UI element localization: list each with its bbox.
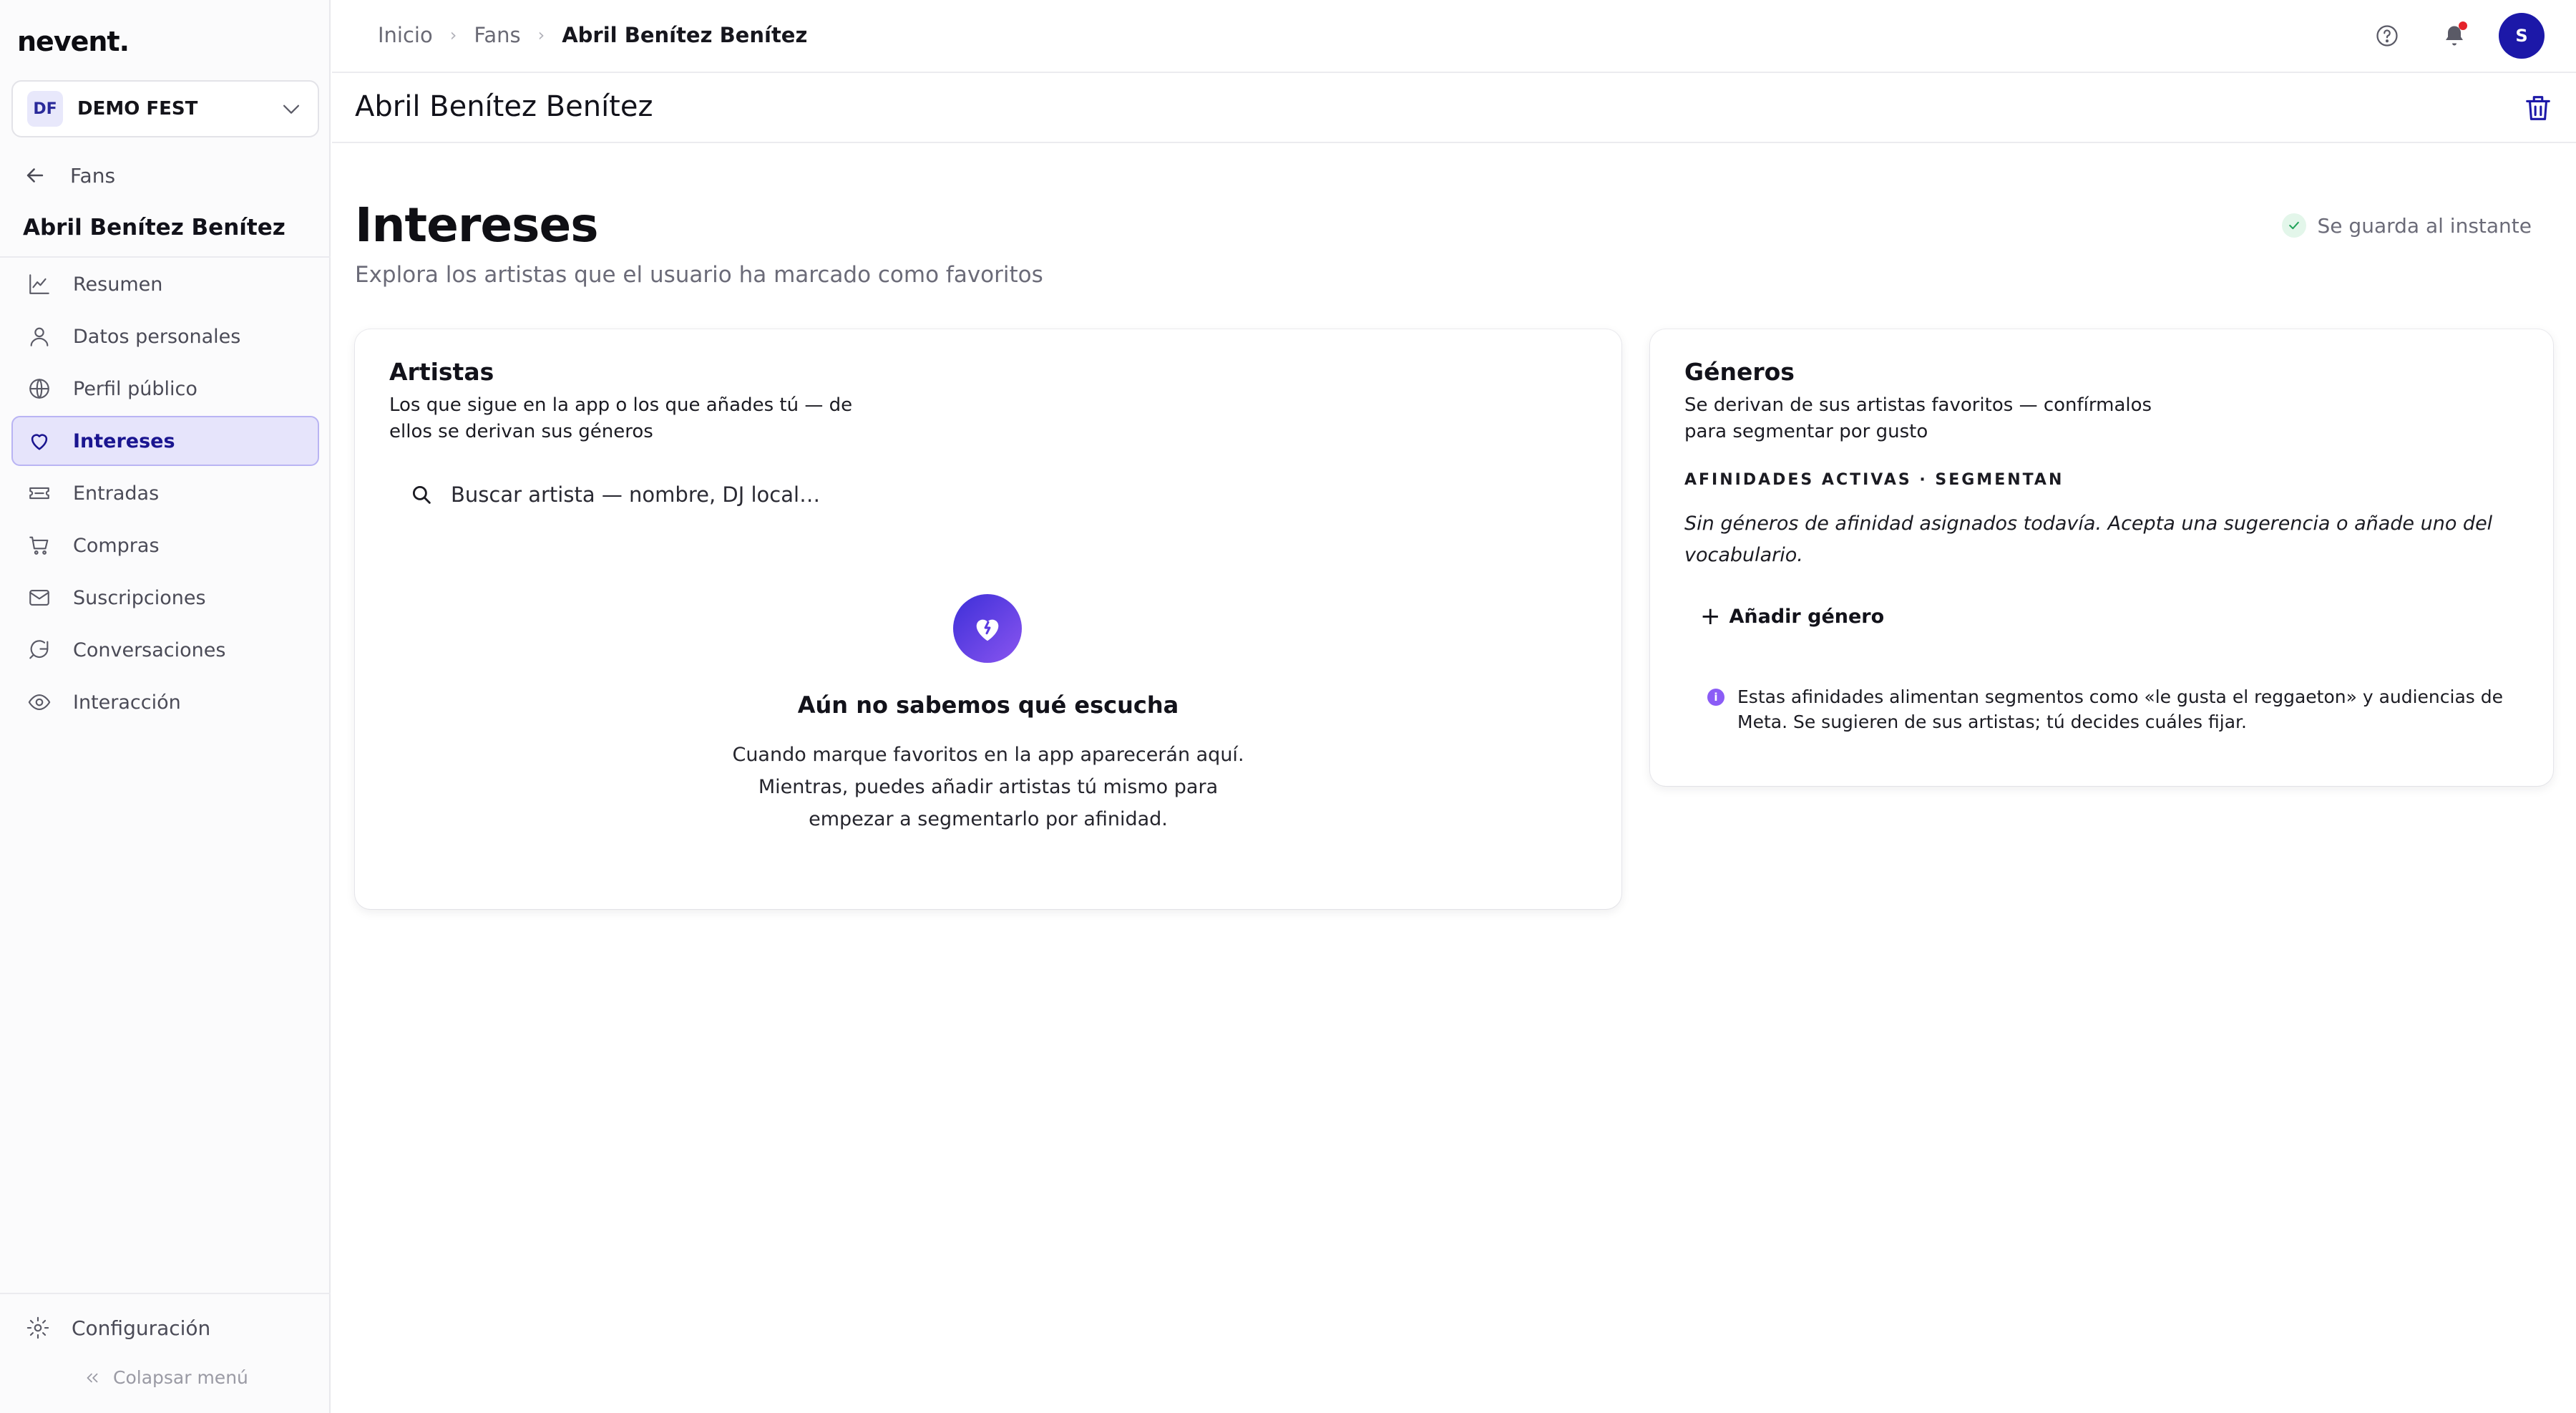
add-genre-button[interactable] [1700, 602, 1885, 631]
app-logo[interactable]: nevent. [17, 26, 130, 57]
sidebar-item-label: Resumen [73, 273, 163, 296]
org-name: DEMO FEST [77, 98, 198, 120]
breadcrumb-current: Abril Benítez Benítez [562, 23, 808, 47]
eye-icon [27, 690, 52, 714]
breadcrumb-home[interactable]: Inicio [378, 23, 433, 47]
page-title: Abril Benítez Benítez [355, 90, 653, 123]
heart-icon [27, 429, 52, 453]
sidebar-item-compras[interactable] [11, 520, 319, 570]
artists-card-description [389, 392, 852, 445]
back-to-fans-link[interactable] [23, 163, 115, 188]
chevron-down-icon [279, 97, 303, 121]
search-placeholder: Buscar artista — nombre, DJ local… [451, 482, 821, 507]
gear-icon [26, 1316, 50, 1340]
sidebar-item-label: Conversaciones [73, 638, 226, 661]
page-header [332, 73, 2576, 143]
chart-line-icon [27, 272, 52, 296]
active-affinities-label: AFINIDADES ACTIVAS · SEGMENTAN [1684, 471, 2064, 489]
help-icon [2374, 23, 2400, 49]
topbar [332, 0, 2576, 73]
arrow-left-icon [23, 163, 47, 188]
sidebar-item-entradas[interactable] [11, 468, 319, 518]
sidebar-item-datos-personales[interactable] [11, 311, 319, 361]
genres-card [1650, 329, 2553, 786]
empty-state-line: Cuando marque favoritos en la app aparecerán aquí. [732, 744, 1244, 766]
collapse-label: Colapsar menú [113, 1367, 248, 1388]
chat-icon [27, 638, 52, 662]
no-genres-message: Sin géneros de afinidad asignados todavía. Acepta una sugerencia o añade uno del vocabulario. [1684, 513, 2493, 566]
saved-status-label: Se guarda al instante [2317, 213, 2532, 238]
section-subtitle: Explora los artistas que el usuario ha marcado como favoritos [355, 262, 1043, 288]
ticket-icon [27, 481, 52, 505]
artists-desc-line: Los que sigue en la app o los que añades tú — de [389, 394, 853, 416]
topbar-actions [2343, 13, 2545, 59]
plus-icon: + [1700, 602, 1721, 631]
sidebar-nav [11, 259, 319, 729]
sidebar-item-suscripciones[interactable] [11, 573, 319, 623]
genres-desc-line: Se derivan de sus artistas favoritos — confírmalos [1684, 394, 2152, 416]
info-icon: i [1707, 689, 1724, 706]
sidebar-item-label: Entradas [73, 482, 160, 505]
sidebar-item-resumen[interactable] [11, 259, 319, 309]
sidebar-item-label: Suscripciones [73, 586, 206, 609]
sidebar-footer-divider [0, 1293, 331, 1294]
section-title: Intereses [355, 198, 598, 253]
search-icon [409, 482, 434, 507]
collapse-menu-button[interactable] [83, 1367, 248, 1388]
breadcrumb-separator-icon: › [537, 25, 545, 45]
sidebar [0, 0, 331, 1413]
mail-icon [27, 586, 52, 610]
empty-state-text [355, 739, 1621, 835]
genres-card-title: Géneros [1684, 358, 1795, 386]
empty-state-line: empezar a segmentarlo por afinidad. [809, 808, 1168, 830]
artists-desc-line: ellos se derivan sus géneros [389, 421, 653, 442]
breadcrumb-separator-icon: › [449, 25, 457, 45]
artist-search-input[interactable] [409, 482, 820, 507]
org-badge: DF [27, 91, 63, 127]
add-genre-label: Añadir género [1729, 605, 1885, 628]
sidebar-item-label: Perfil público [73, 377, 197, 400]
info-note [1707, 684, 2509, 734]
genres-desc-line: para segmentar por gusto [1684, 421, 1928, 442]
notification-dot [2459, 21, 2467, 30]
cart-icon [27, 533, 52, 558]
sidebar-item-label: Compras [73, 534, 160, 557]
heart-crack-icon [953, 594, 1022, 663]
globe-icon [27, 377, 52, 401]
org-selector[interactable] [11, 80, 319, 137]
notifications-button[interactable] [2431, 13, 2477, 59]
check-circle-icon [2282, 213, 2306, 238]
sidebar-item-interaccion[interactable] [11, 677, 319, 727]
help-button[interactable] [2364, 13, 2410, 59]
breadcrumb-fans[interactable]: Fans [474, 23, 521, 47]
breadcrumb [378, 23, 807, 47]
user-icon [27, 324, 52, 349]
empty-state-title: Aún no sabemos qué escucha [797, 691, 1179, 719]
sidebar-item-configuracion[interactable] [26, 1316, 210, 1340]
artists-card [355, 329, 1621, 909]
sidebar-item-label: Intereses [73, 429, 175, 452]
sidebar-item-label: Datos personales [73, 325, 241, 348]
sidebar-item-conversaciones[interactable] [11, 625, 319, 675]
avatar[interactable]: S [2499, 13, 2545, 59]
genres-card-description [1684, 392, 2152, 445]
sidebar-user-name: Abril Benítez Benítez [23, 215, 286, 241]
sidebar-item-label: Interacción [73, 691, 181, 714]
sidebar-divider [0, 256, 331, 258]
sidebar-item-perfil-publico[interactable] [11, 364, 319, 414]
sidebar-item-intereses[interactable] [11, 416, 319, 466]
artists-card-title: Artistas [389, 358, 494, 386]
trash-icon[interactable] [2522, 92, 2555, 125]
saved-status [2282, 213, 2532, 238]
empty-state-line: Mientras, puedes añadir artistas tú mismo para [758, 776, 1219, 798]
config-label: Configuración [72, 1316, 211, 1340]
chevrons-left-icon [83, 1369, 102, 1387]
back-label: Fans [70, 163, 116, 188]
info-text: Estas afinidades alimentan segmentos como «le gusta el reggaeton» y audiencias de Meta. Se sugieren de sus artistas; tú decides cuáles fijar. [1737, 686, 2504, 732]
